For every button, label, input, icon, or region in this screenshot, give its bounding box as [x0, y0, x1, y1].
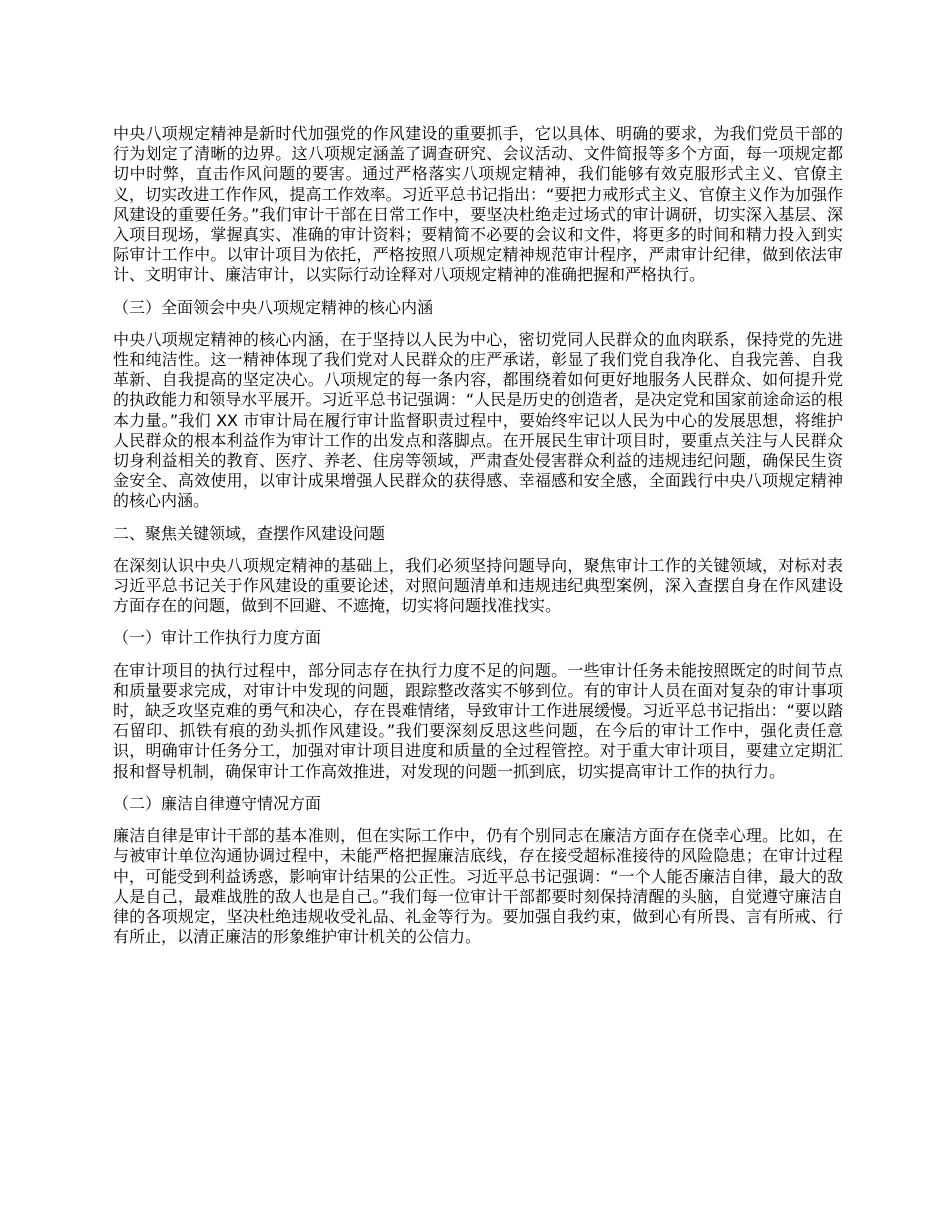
paragraph-eight-rules-intro: 中央八项规定精神是新时代加强党的作风建设的重要抓手，它以具体、明确的要求，为我们党员干部的行为划定了清晰的边界。这八项规定涵盖了调查研究、会议活动、文件简报等多个方面，每一项规定都切中时弊，直击作风问题的要害。通过严格落实八项规定精神，我们能够有效克服形式主义、官僚主义，切实改进工作作风，提高工作效率。习近平总书记指出：“要把力戒形式主义、官僚主义作为加强作风建设的重要任务。”我们审计干部在日常工作中，要坚决杜绝走过场式的审计调研，切实深入基层、深入项目现场，掌握真实、准确的审计资料；要精简不必要的会议和文件，将更多的时间和精力投入到实际审计工作中。以审计项目为依托，严格按照八项规定精神规范审计程序，严肃审计纪律，做到依法审计、文明审计、廉洁审计，以实际行动诠释对八项规定精神的准确把握和严格执行。: [113, 124, 843, 285]
paragraph-core-connotation: 中央八项规定精神的核心内涵，在于坚持以人民为中心，密切党同人民群众的血肉联系，保持党的先进性和纯洁性。这一精神体现了我们党对人民群众的庄严承诺，彰显了我们党自我净化、自我完善、自我革新、自我提高的坚定决心。八项规定的每一条内容，都围绕着如何更好地服务人民群众、如何提升党的执政能力和领导水平展开。习近平总书记强调：“人民是历史的创造者，是决定党和国家前途命运的根本力量。”我们 XX 市审计局在履行审计监督职责过程中，要始终牢记以人民为中心的发展思想，将维护人民群众的根本利益作为审计工作的出发点和落脚点。在开展民生审计项目时，要重点关注与人民群众切身利益相关的教育、医疗、养老、住房等领域，严肃查处侵害群众利益的违规违纪问题，确保民生资金安全、高效使用，以审计成果增强人民群众的获得感、幸福感和安全感，全面践行中央八项规定精神的核心内涵。: [113, 329, 843, 511]
document-page: [113, 124, 843, 947]
paragraph-key-areas: 在深刻认识中央八项规定精神的基础上，我们必须坚持问题导向，聚焦审计工作的关键领域，对标对表习近平总书记关于作风建设的重要论述，对照问题清单和违规违纪典型案例，深入查摆自身在作风建设方面存在的问题，做到不回避、不遮掩，切实将问题找准找实。: [113, 555, 843, 616]
heading-integrity: （二）廉洁自律遵守情况方面: [113, 793, 322, 813]
heading-core-connotation: （三）全面领会中央八项规定精神的核心内涵: [113, 297, 434, 317]
heading-key-areas: 二、聚焦关键领域，查摆作风建设问题: [113, 523, 386, 543]
paragraph-integrity: 廉洁自律是审计干部的基本准则，但在实际工作中，仍有个别同志在廉洁方面存在侥幸心理。比如，在与被审计单位沟通协调过程中，未能严格把握廉洁底线，存在接受超标准接待的风险隐患；在审计过程中，可能受到利益诱惑，影响审计结果的公正性。习近平总书记强调：“一个人能否廉洁自律，最大的敌人是自己，最难战胜的敌人也是自己。”我们每一位审计干部都要时刻保持清醒的头脑，自觉遵守廉洁自律的各项规定，坚决杜绝违规收受礼品、礼金等行为。要加强自我约束，做到心有所畏、言有所戒、行有所止，以清正廉洁的形象维护审计机关的公信力。: [113, 826, 843, 947]
heading-execution: （一）审计工作执行力度方面: [113, 628, 322, 648]
paragraph-execution: 在审计项目的执行过程中，部分同志存在执行力度不足的问题。一些审计任务未能按照既定的时间节点和质量要求完成，对审计中发现的问题，跟踪整改落实不够到位。有的审计人员在面对复杂的审计事项时，缺乏攻坚克难的勇气和决心，存在畏难情绪，导致审计工作进展缓慢。习近平总书记指出：“要以踏石留印、抓铁有痕的劲头抓作风建设。”我们要深刻反思这些问题，在今后的审计工作中，强化责任意识，明确审计任务分工，加强对审计项目进度和质量的全过程管控。对于重大审计项目，要建立定期汇报和督导机制，确保审计工作高效推进，对发现的问题一抓到底，切实提高审计工作的执行力。: [113, 660, 843, 781]
